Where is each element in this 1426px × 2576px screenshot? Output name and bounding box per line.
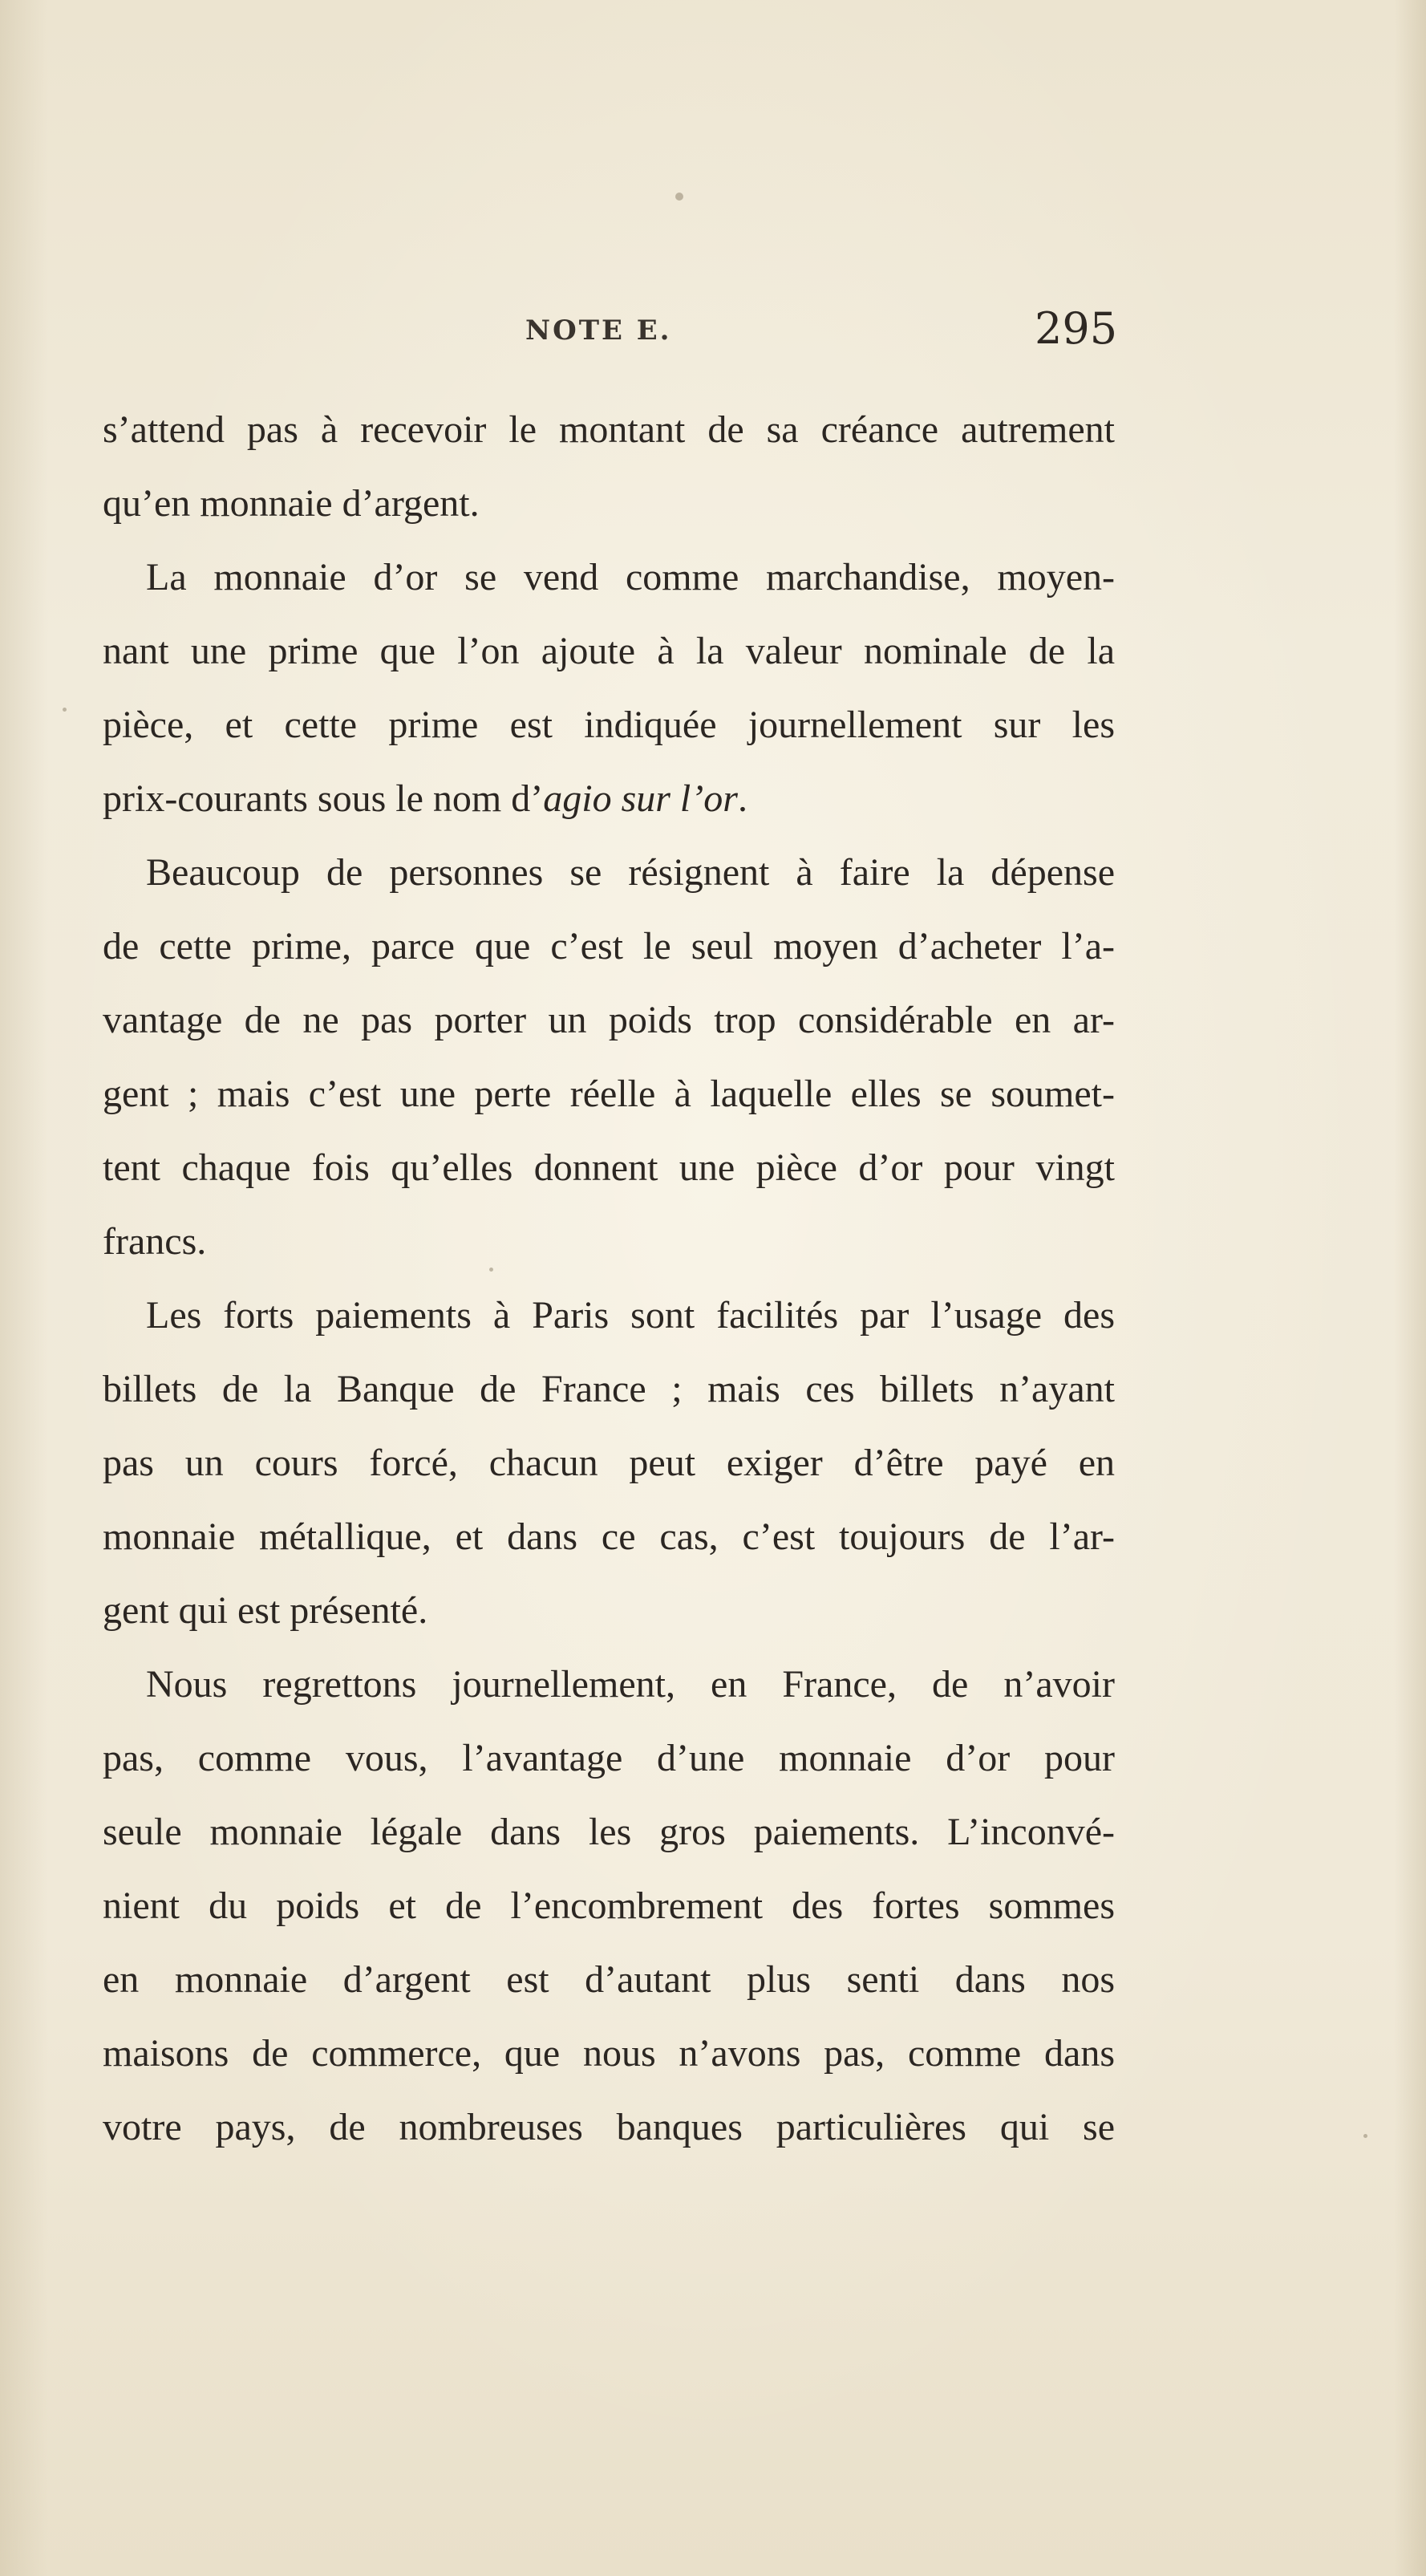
- text-line: [103, 762, 1115, 836]
- text-line: de cette prime, parce que c’est le seul moyen d’acheter l’a-: [103, 925, 1115, 968]
- paragraph-start: Beaucoup de personnes se résignent à faire la dépense: [146, 851, 1115, 894]
- paper-speck: [675, 193, 683, 201]
- text-line: billets de la Banque de France ; mais ces billets n’ayant: [103, 1368, 1115, 1410]
- text-line: en monnaie d’argent est d’autant plus senti dans nos: [103, 1958, 1115, 2001]
- text-line: votre pays, de nombreuses banques particulières qui se: [103, 2106, 1115, 2148]
- text-line: nient du poids et de l’encombrement des fortes sommes: [103, 1884, 1115, 1927]
- text-line: pas un cours forcé, chacun peut exiger d’être payé en: [103, 1442, 1115, 1484]
- text-line: pièce, et cette prime est indiquée journellement sur les: [103, 704, 1115, 746]
- text-line: pas, comme vous, l’avantage d’une monnaie d’or pour: [103, 1737, 1115, 1779]
- text-line: qu’en monnaie d’argent.: [103, 482, 480, 525]
- italic-term: agio sur l’or: [543, 777, 738, 820]
- page-number: 295: [1035, 303, 1118, 354]
- text-line: s’attend pas à recevoir le montant de sa créance autrement: [103, 408, 1115, 451]
- text-line: seule monnaie légale dans les gros paiements. L’inconvé-: [103, 1811, 1115, 1853]
- text-segment: prix-courants sous le nom d’: [103, 777, 544, 820]
- text-line: nant une prime que l’on ajoute à la valeur nominale de la: [103, 630, 1115, 672]
- text-line: monnaie métallique, et dans ce cas, c’est toujours de l’ar-: [103, 1515, 1115, 1558]
- running-head: NOTE E.: [525, 314, 672, 347]
- text-line: gent ; mais c’est une perte réelle à laquelle elles se soumet-: [103, 1073, 1115, 1115]
- body-text: [103, 393, 1115, 2164]
- text-line: vantage de ne pas porter un poids trop considérable en ar-: [103, 999, 1115, 1041]
- text-line: maisons de commerce, que nous n’avons pas, comme dans: [103, 2032, 1115, 2075]
- paper-speck: [489, 1268, 493, 1272]
- paragraph-start: Les forts paiements à Paris sont facilités par l’usage des: [146, 1294, 1115, 1337]
- paper-speck: [1363, 2134, 1367, 2138]
- text-line: gent qui est présenté.: [103, 1589, 428, 1632]
- paper-speck: [63, 708, 67, 712]
- text-segment: .: [737, 777, 747, 820]
- paragraph-start: La monnaie d’or se vend comme marchandise, moyen-: [146, 556, 1115, 598]
- paragraph-start: Nous regrettons journellement, en France, de n’avoir: [146, 1663, 1115, 1706]
- text-line: tent chaque fois qu’elles donnent une pièce d’or pour vingt: [103, 1146, 1115, 1189]
- text-line: francs.: [103, 1220, 207, 1263]
